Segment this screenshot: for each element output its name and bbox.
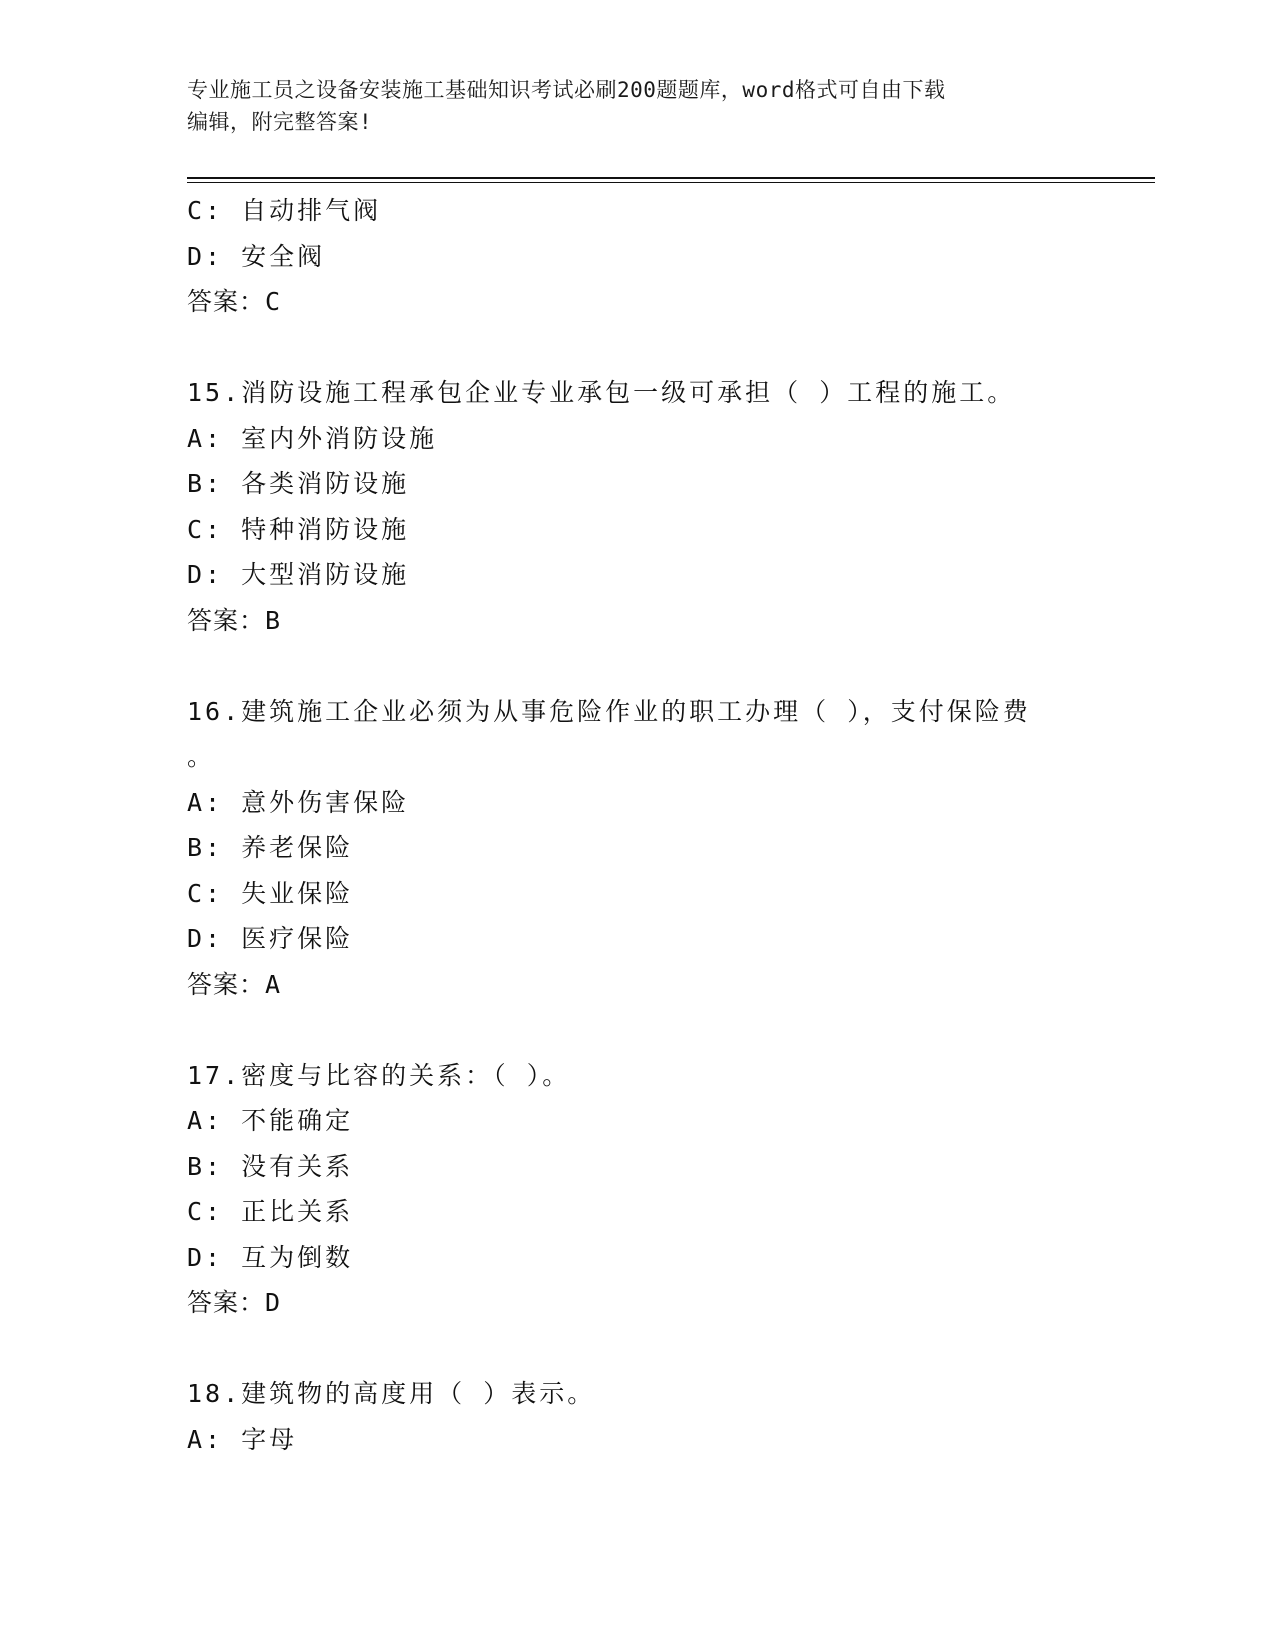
answer: 答案：C [187, 287, 282, 316]
answer: 答案：B [187, 605, 282, 635]
spacer [187, 325, 1087, 371]
option-c: C: 正比关系 [187, 1197, 354, 1226]
option-b: B: 各类消防设施 [187, 469, 410, 498]
answer: 答案：A [187, 969, 282, 999]
spacer [187, 1326, 1087, 1372]
question-text-line2: 。 [187, 742, 216, 771]
question-block-16 [187, 689, 1087, 1008]
option-d: D: 互为倒数 [187, 1242, 354, 1272]
option-a: A: 不能确定 [187, 1106, 354, 1135]
question-block-15 [187, 370, 1087, 643]
answer: 答案：D [187, 1288, 282, 1317]
option-a: A: 意外伤害保险 [187, 787, 410, 817]
header-divider-thick [187, 177, 1155, 179]
option-d: D: 安全阀 [187, 241, 326, 271]
question-block-14 [187, 188, 1087, 325]
question-block-18 [187, 1371, 1087, 1462]
header-title-line1: 专业施工员之设备安装施工基础知识考试必刷200题题库，word格式可自由下载 [187, 78, 946, 102]
header-title-line2: 编辑，附完整答案! [187, 110, 373, 134]
document-header [187, 74, 1067, 138]
option-a: A: 室内外消防设施 [187, 423, 438, 453]
option-c: C: 自动排气阀 [187, 196, 382, 225]
option-b: B: 养老保险 [187, 833, 354, 862]
option-c: C: 特种消防设施 [187, 514, 410, 544]
option-c: C: 失业保险 [187, 878, 354, 908]
question-text: 18.建筑物的高度用（ ）表示。 [187, 1379, 596, 1408]
option-d: D: 大型消防设施 [187, 560, 410, 589]
question-block-17 [187, 1053, 1087, 1326]
option-a: A: 字母 [187, 1424, 298, 1454]
spacer [187, 643, 1087, 689]
option-d: D: 医疗保险 [187, 924, 354, 953]
question-text: 17.密度与比容的关系：（ ）。 [187, 1060, 571, 1090]
option-b: B: 没有关系 [187, 1151, 354, 1181]
question-text-line1: 16.建筑施工企业必须为从事危险作业的职工办理（ ），支付保险费 [187, 696, 1031, 726]
spacer [187, 1007, 1087, 1053]
question-text: 15.消防设施工程承包企业专业承包一级可承担（ ）工程的施工。 [187, 378, 1016, 407]
document-body [187, 188, 1087, 1462]
header-divider-thin [187, 182, 1155, 183]
